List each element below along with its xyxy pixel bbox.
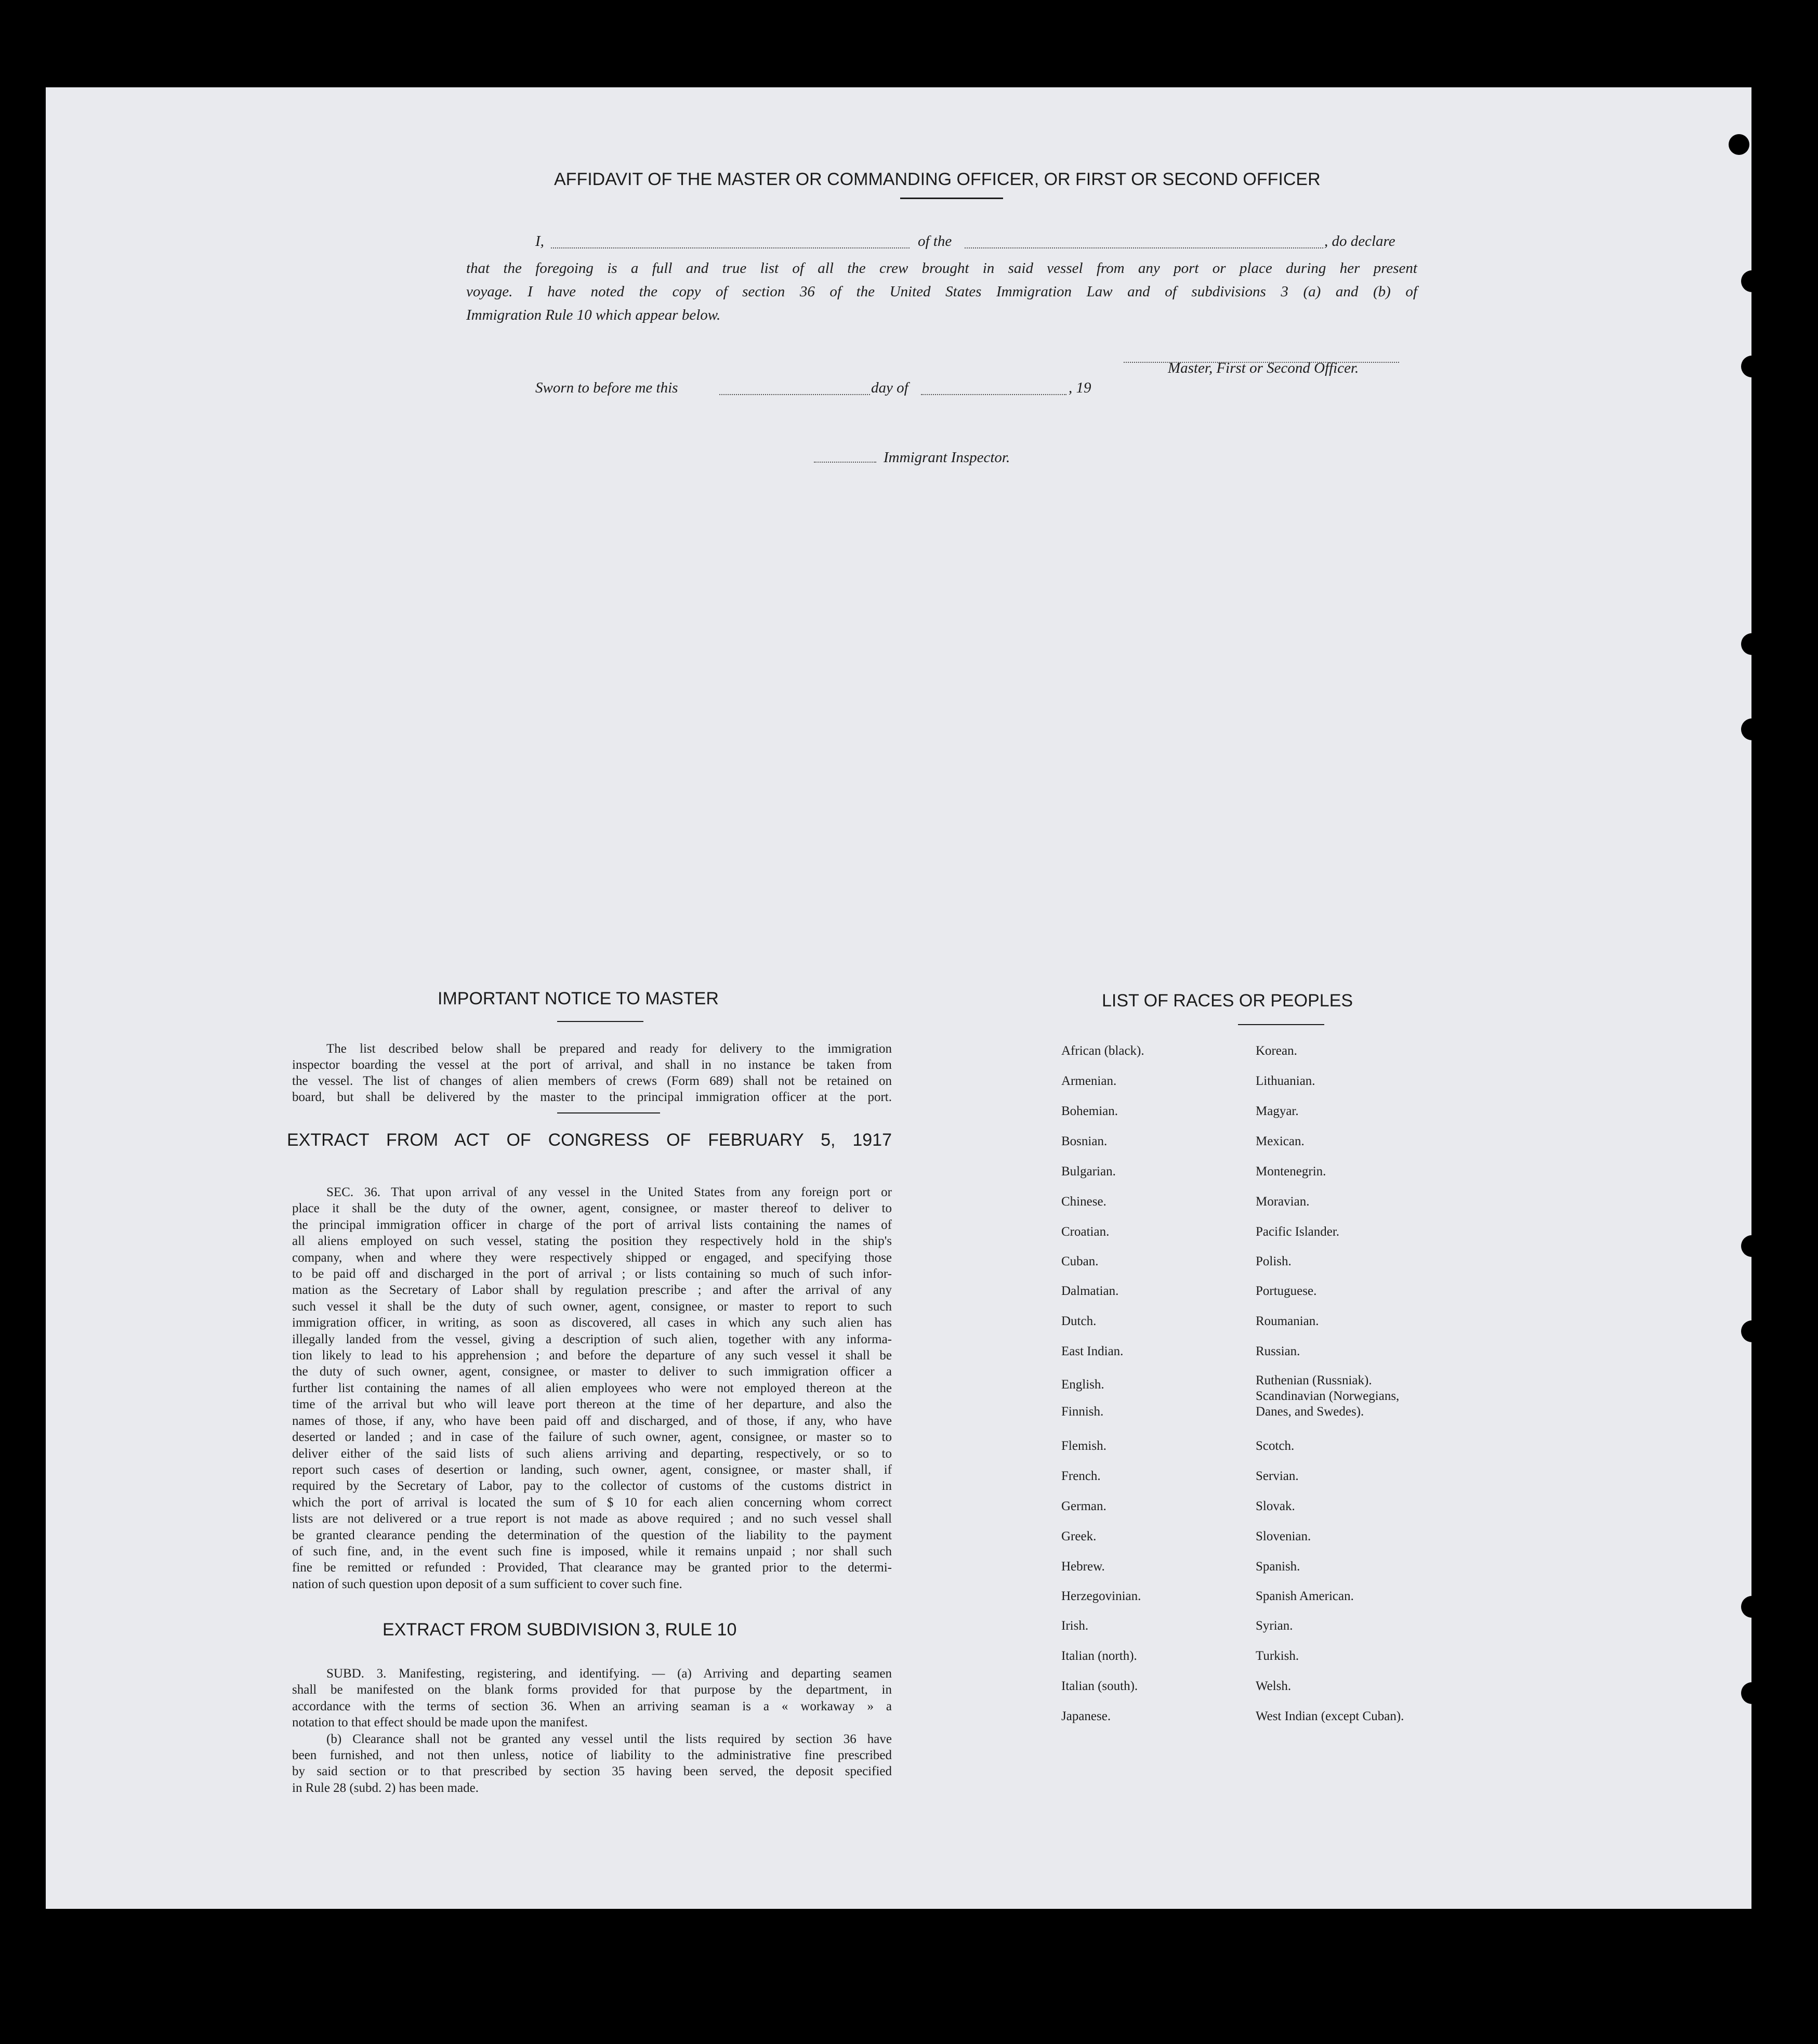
race-item: Armenian. (1061, 1074, 1117, 1088)
race-item: English. (1061, 1378, 1104, 1392)
act-line: time of the arrival but who will leave port thereon at the time of her departure, and also the (292, 1397, 892, 1412)
rule-line: SUBD. 3. Manifesting, registering, and identifying. — (a) Arriving and departing seamen (326, 1667, 892, 1681)
binder-hole (1741, 356, 1763, 377)
race-item: West Indian (except Cuban). (1256, 1709, 1404, 1723)
notice-underline (557, 1021, 643, 1022)
race-item: Finnish. (1061, 1405, 1104, 1419)
extract-rule-title: EXTRACT FROM SUBDIVISION 3, RULE 10 (383, 1620, 737, 1640)
rule-line: (b) Clearance shall not be granted any vessel until the lists required by section 36 have (326, 1732, 892, 1746)
binder-hole (1741, 718, 1763, 740)
race-item: Russian. (1256, 1344, 1300, 1358)
act-line: SEC. 36. That upon arrival of any vessel in the United States from any foreign port or (326, 1185, 892, 1199)
binder-hole (1741, 270, 1763, 292)
race-item: Welsh. (1256, 1679, 1292, 1693)
act-line: of such fine, and, in the event such fine is imposed, while it remains unpaid ; nor shall such (292, 1544, 892, 1558)
affidavit-title: AFFIDAVIT OF THE MASTER OR COMMANDING OFFICER, OR FIRST OR SECOND OFFICER (554, 169, 1321, 189)
race-item: Moravian. (1256, 1195, 1310, 1209)
notice-line: board, but shall be delivered by the master to the principal immigration officer at the port. (292, 1090, 892, 1104)
race-item: Chinese. (1061, 1195, 1106, 1209)
race-item: Japanese. (1061, 1709, 1111, 1723)
race-item: Spanish American. (1256, 1589, 1354, 1603)
act-line: names of those, if any, who have been paid off and discharged, and of those, if any, who have (292, 1413, 892, 1428)
race-item: French. (1061, 1469, 1101, 1483)
binder-hole (1741, 1682, 1763, 1704)
race-item: Turkish. (1256, 1649, 1299, 1663)
act-line: nation of such question upon deposit of a sum sufficient to cover such fine. (292, 1577, 682, 1591)
extract-act-body (292, 1184, 892, 1592)
inspector-blank (814, 462, 876, 463)
act-line: be granted clearance pending the determination of the question of the liability to the payment (292, 1528, 892, 1542)
race-item: Dalmatian. (1061, 1284, 1119, 1298)
notice-line: The list described below shall be prepared and ready for delivery to the immigration (326, 1042, 892, 1056)
rule-line: notation to that effect should be made upon the manifest. (292, 1715, 588, 1730)
sworn-text: Sworn to before me this (535, 379, 678, 396)
title-underline (900, 198, 1003, 199)
vessel-blank (965, 247, 1323, 248)
sworn-day: day of (871, 379, 908, 396)
race-item: German. (1061, 1499, 1106, 1513)
race-item: Scotch. (1256, 1439, 1295, 1453)
race-item: African (black). (1061, 1044, 1144, 1058)
extract-act-title: EXTRACT FROM ACT OF CONGRESS OF FEBRUARY 5, 1917 (287, 1130, 892, 1150)
act-line: illegally landed from the vessel, giving a description of such alien, together with any informa- (292, 1332, 892, 1346)
race-item: Polish. (1256, 1254, 1292, 1268)
affidavit-line: Immigration Rule 10 which appear below. (466, 307, 721, 323)
race-item: Pacific Islander. (1256, 1225, 1340, 1239)
act-line: deserted or landed ; and in case of the failure of such owner, agent, consignee, or master so to (292, 1430, 892, 1445)
race-item: Croatian. (1061, 1225, 1110, 1239)
race-item: Lithuanian. (1256, 1074, 1315, 1088)
race-item: Bosnian. (1061, 1134, 1108, 1148)
race-item: Flemish. (1061, 1439, 1106, 1453)
divider (557, 1112, 660, 1113)
affidavit-declare: , do declare (1324, 233, 1395, 250)
act-line: company, when and where they were respectively shipped or engaged, and specifying those (292, 1250, 892, 1265)
race-item: Slovak. (1256, 1499, 1295, 1513)
sworn-month-blank (921, 394, 1066, 395)
rule-line: in Rule 28 (subd. 2) has been made. (292, 1780, 479, 1795)
affidavit-line: voyage. I have noted the copy of section 36 of the United States Immigration Law and of subdivisions 3 (a) and (b) of (466, 283, 1417, 300)
race-item: Bohemian. (1061, 1104, 1118, 1118)
inspector-label: Immigrant Inspector. (884, 449, 1010, 466)
race-item: Irish. (1061, 1619, 1089, 1633)
act-line: required by the Secretary of Labor, pay to the collector of customs of the customs district in (292, 1479, 892, 1493)
act-line: lists are not delivered or a true report is not made as above required ; and no such vessel shall (292, 1512, 892, 1526)
race-item: Scandinavian (Norwegians, (1256, 1389, 1400, 1403)
notice-body (292, 1041, 892, 1105)
rule-line: by said section or to that prescribed by section 35 having been served, the deposit specified (292, 1764, 892, 1779)
affidavit-i: I, (535, 233, 544, 250)
affidavit-line: that the foregoing is a full and true list of all the crew brought in said vessel from any port or place during her present (466, 260, 1417, 277)
affidavit-body (466, 257, 1417, 327)
act-line: mation as the Secretary of Labor shall by regulation prescribe ; and after the arrival of any (292, 1283, 892, 1298)
race-item: Mexican. (1256, 1134, 1305, 1148)
race-item: Hebrew. (1061, 1560, 1105, 1574)
race-item: Ruthenian (Russniak). (1256, 1373, 1372, 1387)
race-item: Servian. (1256, 1469, 1299, 1483)
binder-hole (1741, 1596, 1763, 1618)
document-page (46, 87, 1751, 1909)
race-item: Dutch. (1061, 1314, 1097, 1328)
act-line: fine be remitted or refunded : Provided, That clearance may be granted prior to the determi- (292, 1561, 892, 1575)
race-item: Syrian. (1256, 1619, 1293, 1633)
act-line: immigration officer, in writing, as soon as discovered, all cases in which any such alien has (292, 1316, 892, 1330)
race-item: Bulgarian. (1061, 1164, 1116, 1178)
rule-line: been furnished, and not then unless, notice of liability to the administrative fine prescribed (292, 1748, 892, 1763)
act-line: further list containing the names of all alien employees who were not employed thereon at the (292, 1381, 892, 1395)
notice-line: the vessel. The list of changes of alien members of crews (Form 689) shall not be retained on (292, 1074, 892, 1088)
notice-line: inspector boarding the vessel at the port of arrival, and shall in no instance be taken from (292, 1058, 892, 1072)
races-title: LIST OF RACES OR PEOPLES (1102, 991, 1353, 1011)
race-item: Spanish. (1256, 1560, 1300, 1574)
act-line: the duty of such owner, agent, consignee, or master to deliver to such immigration officer a (292, 1365, 892, 1379)
act-line: the principal immigration officer in charge of the port of arrival lists containing the names of (292, 1217, 892, 1232)
binder-hole (1729, 134, 1749, 155)
act-line: all aliens employed on such vessel, stating the position they respectively hold in the ship's (292, 1234, 892, 1249)
race-item: Portuguese. (1256, 1284, 1317, 1298)
rule-line: accordance with the terms of section 36. When an arriving seaman is a « workaway » a (292, 1699, 892, 1713)
act-line: tion likely to lead to his apprehension ; and before the departure of any such vessel it shall be (292, 1348, 892, 1363)
notice-title: IMPORTANT NOTICE TO MASTER (438, 989, 719, 1008)
race-item: Herzegovinian. (1061, 1589, 1141, 1603)
race-item: Montenegrin. (1256, 1164, 1326, 1178)
race-item: Slovenian. (1256, 1529, 1311, 1543)
act-line: which the port of arrival is located the sum of $ 10 for each alien concerning whom correct (292, 1495, 892, 1510)
race-item: Cuban. (1061, 1254, 1099, 1268)
name-blank (551, 247, 910, 248)
races-underline (1238, 1024, 1324, 1025)
extract-rule-body (292, 1666, 892, 1796)
race-item: Italian (south). (1061, 1679, 1138, 1693)
race-item: East Indian. (1061, 1344, 1124, 1358)
affidavit-of-the: of the (918, 233, 952, 250)
race-item: Roumanian. (1256, 1314, 1319, 1328)
binder-hole (1741, 1235, 1763, 1257)
act-line: such vessel it shall be the duty of such owner, agent, consignee, or master to report to such (292, 1299, 892, 1314)
act-line: place it shall be the duty of the owner, agent, consignee, or master thereof to deliver to (292, 1201, 892, 1216)
race-item: Italian (north). (1061, 1649, 1137, 1663)
act-line: deliver either of the said lists of such aliens arriving and departing, respectively, or so to (292, 1446, 892, 1461)
act-line: report such cases of desertion or landing, such owner, agent, consignee, or master shall, if (292, 1462, 892, 1477)
race-item: Danes, and Swedes). (1256, 1405, 1364, 1419)
binder-hole (1741, 1320, 1763, 1342)
race-item: Greek. (1061, 1529, 1097, 1543)
race-item: Korean. (1256, 1044, 1297, 1058)
binder-hole (1741, 633, 1763, 655)
sworn-date-blank (719, 394, 870, 395)
race-item: Magyar. (1256, 1104, 1299, 1118)
sworn-year: , 19 (1069, 379, 1091, 396)
signature-label: Master, First or Second Officer. (1168, 360, 1359, 376)
rule-line: shall be manifested on the blank forms provided for that purpose by the department, in (292, 1683, 892, 1697)
act-line: to be paid off and discharged in the port of arrival ; or lists containing so much of such infor- (292, 1267, 892, 1281)
